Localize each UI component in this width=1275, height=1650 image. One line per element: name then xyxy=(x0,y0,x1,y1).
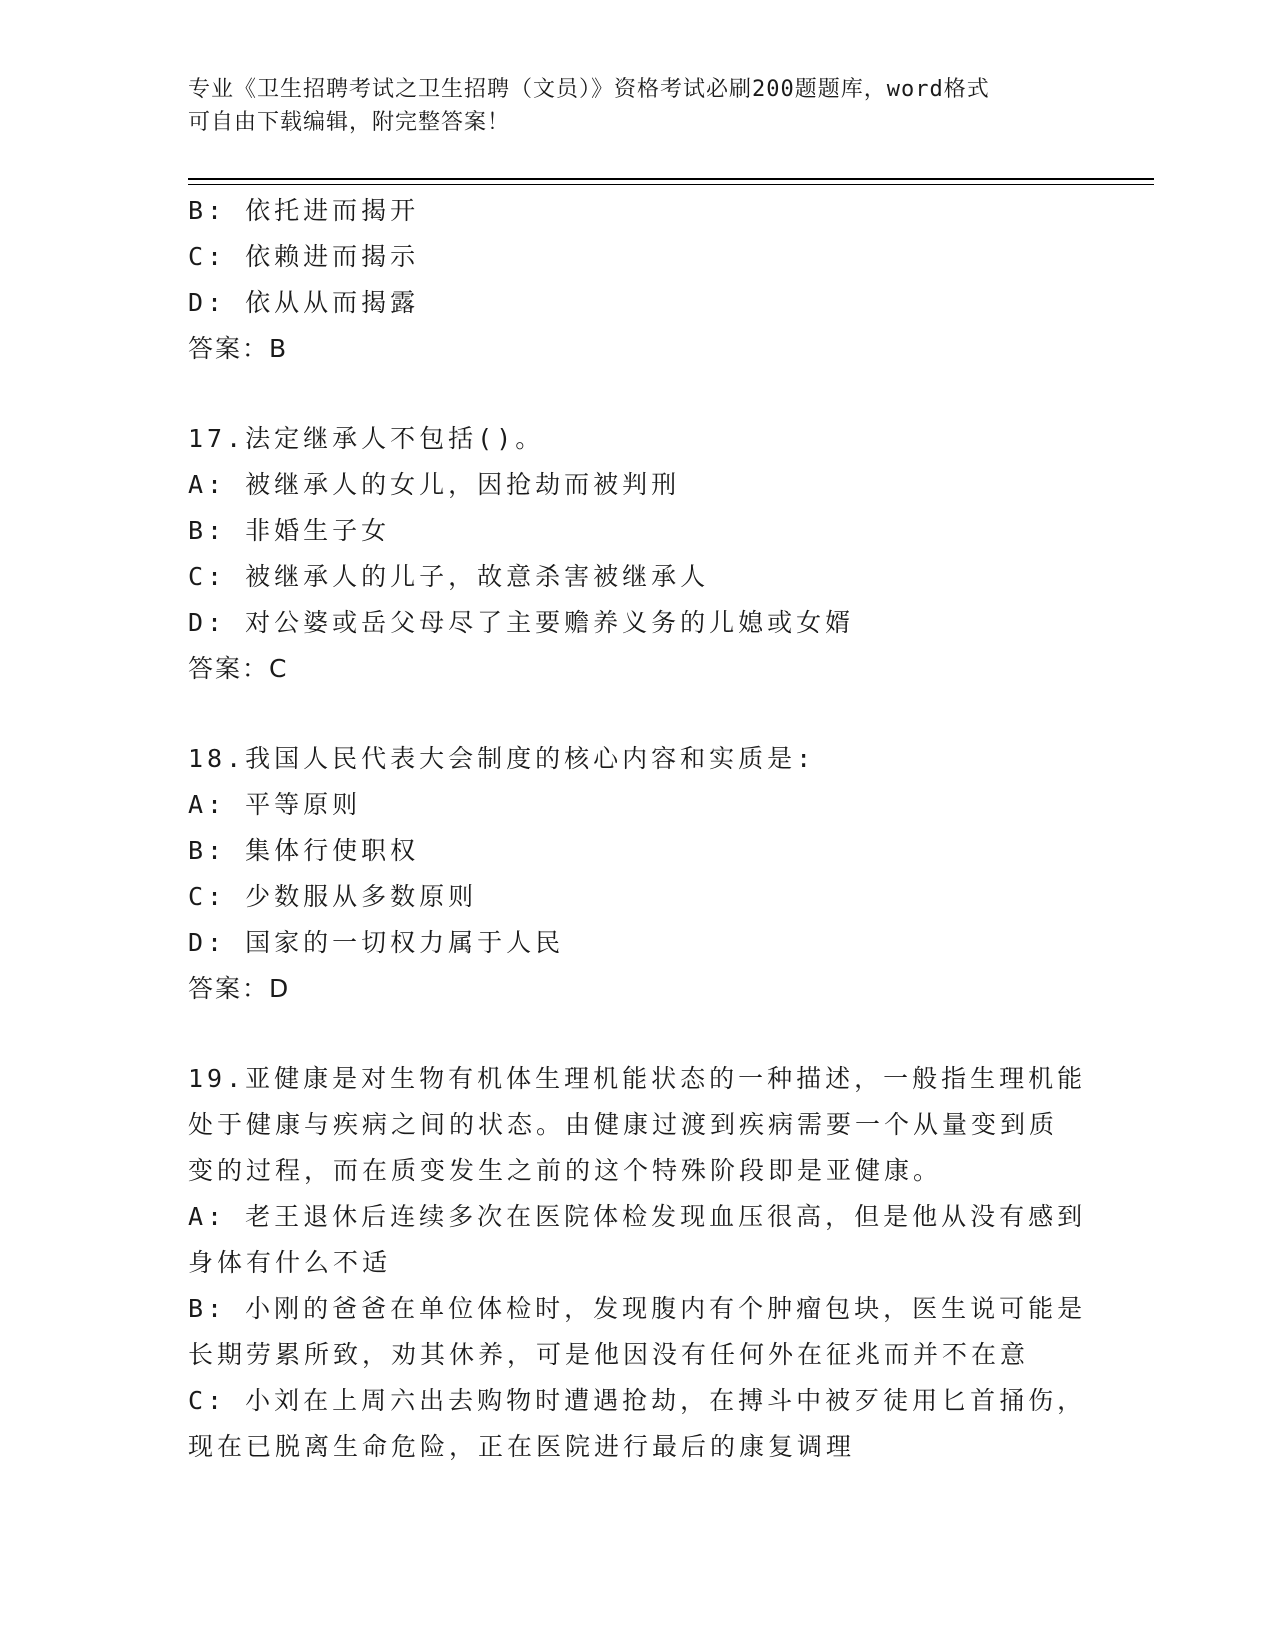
header-title-line-1: 专业《卫生招聘考试之卫生招聘（文员）》资格考试必刷200题题库，word格式 xyxy=(188,77,990,102)
option-c: C: 少数服从多数原则 xyxy=(188,882,478,911)
answer: 答案：D xyxy=(188,974,291,1003)
question-text-line-3: 变的过程，而在质变发生之前的这个特殊阶段即是亚健康。 xyxy=(188,1156,943,1185)
spacer xyxy=(188,1012,1088,1056)
question-18 xyxy=(188,736,1088,1012)
option-d: D: 依从从而揭露 xyxy=(188,288,420,317)
answer: 答案：B xyxy=(188,334,289,363)
answer: 答案：C xyxy=(188,654,289,683)
option-c: C: 依赖进而揭示 xyxy=(188,242,420,271)
question-17 xyxy=(188,416,1088,692)
option-a-line-1: A: 老王退休后连续多次在医院体检发现血压很高，但是他从没有感到 xyxy=(188,1202,1087,1231)
option-c-line-1: C: 小刘在上周六出去购物时遭遇抢劫，在搏斗中被歹徒用匕首捅伤， xyxy=(188,1386,1087,1415)
question-text: 18.我国人民代表大会制度的核心内容和实质是: xyxy=(188,744,816,773)
option-d: D: 对公婆或岳父母尽了主要赡养义务的儿媳或女婿 xyxy=(188,608,855,637)
option-a: A: 被继承人的女儿，因抢劫而被判刑 xyxy=(188,470,681,499)
question-text-line-1: 19.亚健康是对生物有机体生理机能状态的一种描述，一般指生理机能 xyxy=(188,1064,1087,1093)
spacer xyxy=(188,692,1088,736)
question-content xyxy=(188,188,1088,1470)
option-a: A: 平等原则 xyxy=(188,790,362,819)
option-b: B: 依托进而揭开 xyxy=(188,196,420,225)
header-divider-thick xyxy=(188,178,1154,180)
option-c: C: 被继承人的儿子，故意杀害被继承人 xyxy=(188,562,710,591)
option-b: B: 集体行使职权 xyxy=(188,836,420,865)
option-a-line-2: 身体有什么不适 xyxy=(188,1248,392,1277)
option-b: B: 非婚生子女 xyxy=(188,516,391,545)
option-b-line-2: 长期劳累所致，劝其休养，可是他因没有任何外在征兆而并不在意 xyxy=(188,1340,1030,1369)
question-text: 17.法定继承人不包括()。 xyxy=(188,424,545,453)
header-divider-thin xyxy=(188,184,1154,185)
option-b-line-1: B: 小刚的爸爸在单位体检时，发现腹内有个肿瘤包块，医生说可能是 xyxy=(188,1294,1087,1323)
question-19 xyxy=(188,1056,1088,1470)
option-c-line-2: 现在已脱离生命危险，正在医院进行最后的康复调理 xyxy=(188,1432,856,1461)
header-title-line-2: 可自由下载编辑，附完整答案！ xyxy=(188,110,511,135)
spacer xyxy=(188,372,1088,416)
question-16-tail xyxy=(188,188,1088,372)
option-d: D: 国家的一切权力属于人民 xyxy=(188,928,565,957)
document-header xyxy=(188,73,1068,139)
question-text-line-2: 处于健康与疾病之间的状态。由健康过渡到疾病需要一个从量变到质 xyxy=(188,1110,1059,1139)
